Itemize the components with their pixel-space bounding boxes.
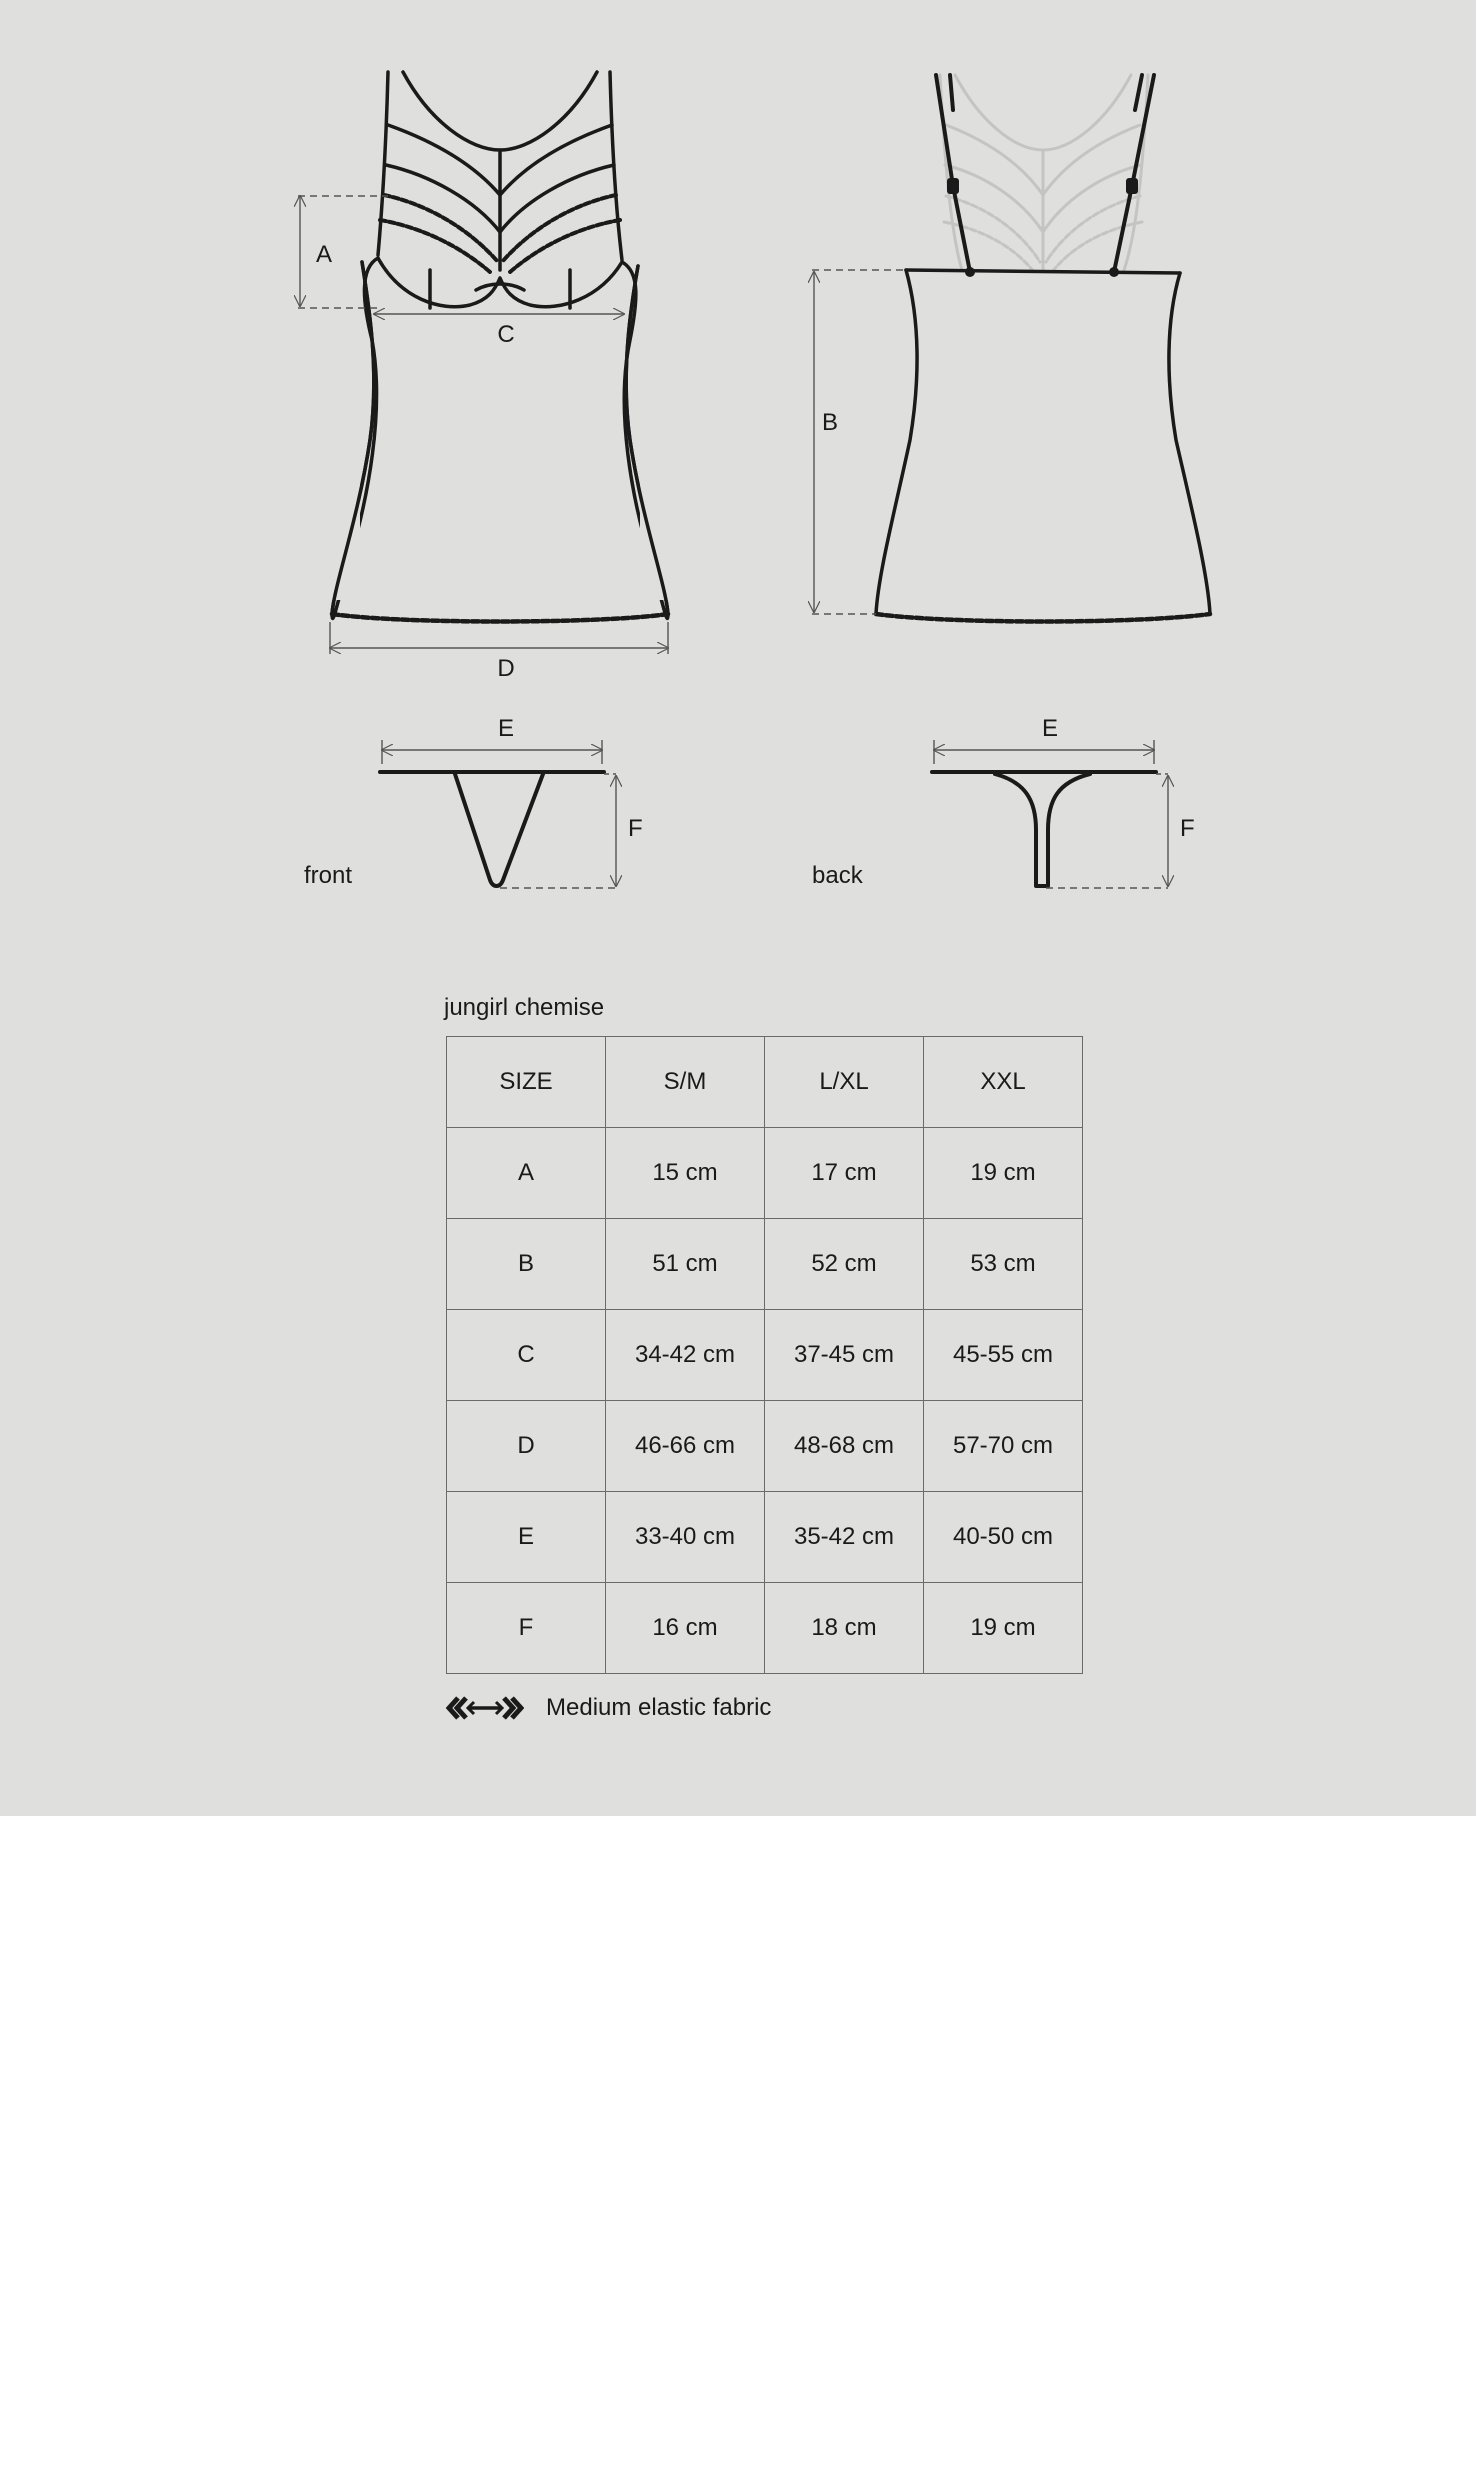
- back-thong: [932, 772, 1156, 886]
- table-cell: 53 cm: [924, 1219, 1083, 1310]
- dimension-label-d: D: [497, 655, 515, 682]
- elastic-arrows-icon: [446, 1695, 524, 1721]
- table-cell: 51 cm: [606, 1219, 765, 1310]
- table-cell: B: [447, 1219, 606, 1310]
- table-header-cell: S/M: [606, 1037, 765, 1128]
- table-cell: 34-42 cm: [606, 1310, 765, 1401]
- table-cell: 37-45 cm: [765, 1310, 924, 1401]
- table-cell: 15 cm: [606, 1128, 765, 1219]
- table-row: [447, 1128, 1083, 1219]
- table-cell: 33-40 cm: [606, 1492, 765, 1583]
- table-row: [447, 1219, 1083, 1310]
- back-chemise: [876, 75, 1210, 622]
- front-caption: front: [304, 862, 353, 889]
- table-cell: D: [447, 1401, 606, 1492]
- table-header-cell: SIZE: [447, 1037, 606, 1128]
- table-cell: 52 cm: [765, 1219, 924, 1310]
- table-header-row: [447, 1037, 1083, 1128]
- dimension-label-a: A: [316, 241, 333, 268]
- table-header-cell: XXL: [924, 1037, 1083, 1128]
- table-cell: E: [447, 1492, 606, 1583]
- table-cell: 16 cm: [606, 1583, 765, 1674]
- table-cell: 40-50 cm: [924, 1492, 1083, 1583]
- dimension-label-b: B: [822, 409, 839, 436]
- dimension-label-f-back: F: [1180, 815, 1195, 842]
- table-cell: A: [447, 1128, 606, 1219]
- table-cell: 35-42 cm: [765, 1492, 924, 1583]
- table-cell: 19 cm: [924, 1128, 1083, 1219]
- table-cell: C: [447, 1310, 606, 1401]
- table-row: [447, 1583, 1083, 1674]
- table-header-cell: L/XL: [765, 1037, 924, 1128]
- dimension-label-e-front: E: [497, 715, 515, 742]
- table-row: [447, 1492, 1083, 1583]
- legend-text: Medium elastic fabric: [546, 1694, 772, 1721]
- front-thong-dimensions: [382, 740, 616, 888]
- table-cell: 45-55 cm: [924, 1310, 1083, 1401]
- table-title: jungirl chemise: [444, 994, 605, 1021]
- table-cell: F: [447, 1583, 606, 1674]
- table-cell: 57-70 cm: [924, 1401, 1083, 1492]
- back-caption: back: [812, 862, 863, 889]
- front-thong: [380, 772, 604, 886]
- table-cell: 17 cm: [765, 1128, 924, 1219]
- table-cell: 48-68 cm: [765, 1401, 924, 1492]
- table-cell: 19 cm: [924, 1583, 1083, 1674]
- table-row: [447, 1401, 1083, 1492]
- table-cell: 18 cm: [765, 1583, 924, 1674]
- dimension-label-e-back: E: [1041, 715, 1059, 742]
- table-row: [447, 1310, 1083, 1401]
- elasticity-legend: [446, 1690, 771, 1726]
- size-table: [446, 1036, 1083, 1674]
- dimension-label-c: C: [497, 321, 515, 348]
- back-dimension-lines: [812, 270, 906, 614]
- dimension-label-f-front: F: [628, 815, 643, 842]
- table-cell: 46-66 cm: [606, 1401, 765, 1492]
